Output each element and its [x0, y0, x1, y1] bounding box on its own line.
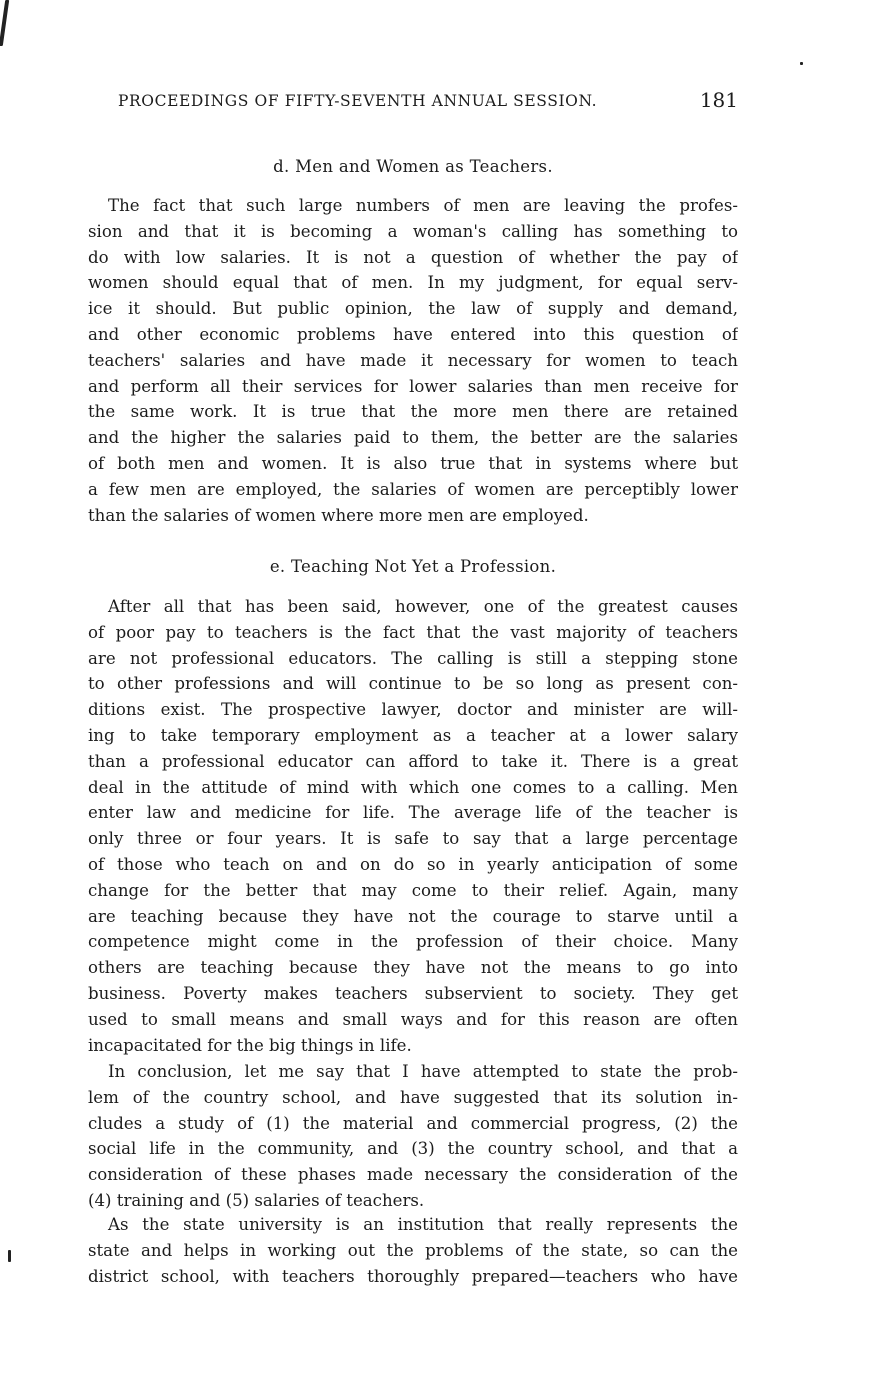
section-heading-e: e. Teaching Not Yet a Profession. — [269, 557, 557, 576]
paragraph-line: than a professional educator can afford to take it. There is a great — [88, 751, 738, 771]
paragraph-line: of poor pay to teachers is the fact that the vast majority of teachers — [88, 622, 738, 642]
section-heading-d: d. Men and Women as Teachers. — [273, 157, 553, 176]
paragraph-line: than the salaries of women where more men are employed. — [88, 505, 589, 525]
paragraph-line: (4) training and (5) salaries of teachers. — [88, 1190, 425, 1210]
paragraph-conclusion — [88, 1059, 738, 1214]
paragraph-line: others are teaching because they have not the means to go into — [88, 958, 738, 978]
paragraph-line: In conclusion, let me say that I have attempted to state the prob- — [108, 1062, 738, 1081]
paragraph-line: of those who teach on and on do so in yearly anticipation of some — [88, 854, 738, 874]
paragraph-line: social life in the community, and (3) the country school, and that a — [88, 1139, 738, 1159]
paragraph-line: and perform all their services for lower salaries than men receive for — [88, 376, 738, 396]
paragraph-line: are not professional educators. The calling is still a stepping stone — [88, 648, 738, 668]
paragraph-teaching-not-profession — [88, 594, 738, 1058]
paragraph-line: and other economic problems have entered into this question of — [88, 324, 738, 344]
paragraph-line: state and helps in working out the problems of the state, so can the — [88, 1240, 738, 1260]
paragraph-line: incapacitated for the big things in life. — [88, 1035, 412, 1055]
paragraph-line: deal in the attitude of mind with which one comes to a calling. Men — [88, 777, 738, 797]
paragraph-line: After all that has been said, however, one of the greatest causes — [108, 597, 738, 616]
paragraph-line: women should equal that of men. In my judgment, for equal serv- — [88, 273, 738, 293]
paragraph-line: only three or four years. It is safe to say that a large percentage — [88, 829, 738, 849]
paragraph-line: and the higher the salaries paid to them, the better are the salaries — [88, 428, 738, 448]
paragraph-state-university — [88, 1212, 738, 1289]
paragraph-line: competence might come in the profession of their choice. Many — [88, 932, 738, 952]
paragraph-line: ing to take temporary employment as a teacher at a lower salary — [88, 725, 738, 745]
running-title: PROCEEDINGS OF FIFTY-SEVENTH ANNUAL SESSION. — [118, 92, 598, 110]
paragraph-line: The fact that such large numbers of men are leaving the profes- — [108, 196, 738, 215]
paragraph-line: of both men and women. It is also true that in systems where but — [88, 453, 738, 473]
scan-mark-right — [800, 62, 803, 65]
paragraph-line: teachers' salaries and have made it necessary for women to teach — [88, 350, 738, 370]
paragraph-line: district school, with teachers thoroughly prepared—teachers who have — [88, 1266, 738, 1286]
paragraph-line: ditions exist. The prospective lawyer, doctor and minister are will- — [88, 700, 738, 720]
paragraph-line: to other professions and will continue to be so long as present con- — [88, 674, 738, 694]
paragraph-line: do with low salaries. It is not a question of whether the pay of — [88, 247, 738, 267]
paragraph-line: change for the better that may come to their relief. Again, many — [88, 880, 738, 900]
scan-mark-left-bottom — [8, 1250, 11, 1262]
paragraph-line: the same work. It is true that the more men there are retained — [88, 402, 738, 422]
paragraph-line: ice it should. But public opinion, the law of supply and demand, — [88, 299, 738, 319]
paragraph-line: used to small means and small ways and for this reason are often — [88, 1009, 738, 1029]
paragraph-line: business. Poverty makes teachers subservient to society. They get — [88, 983, 738, 1003]
paragraph-line: lem of the country school, and have suggested that its solution in- — [88, 1087, 738, 1107]
paragraph-line: are teaching because they have not the courage to starve until a — [88, 906, 738, 926]
running-header — [118, 88, 738, 118]
paragraph-line: cludes a study of (1) the material and commercial progress, (2) the — [88, 1113, 738, 1133]
page-number: 181 — [699, 88, 738, 112]
paragraph-line: As the state university is an institution that really represents the — [108, 1215, 738, 1234]
paragraph-line: enter law and medicine for life. The average life of the teacher is — [88, 803, 738, 823]
paragraph-men-and-women — [88, 193, 738, 528]
paragraph-line: a few men are employed, the salaries of women are perceptibly lower — [88, 479, 738, 499]
paragraph-line: sion and that it is becoming a woman's calling has something to — [88, 221, 738, 241]
paragraph-line: consideration of these phases made necessary the consideration of the — [88, 1165, 738, 1185]
scan-mark-top-left — [0, 0, 9, 46]
